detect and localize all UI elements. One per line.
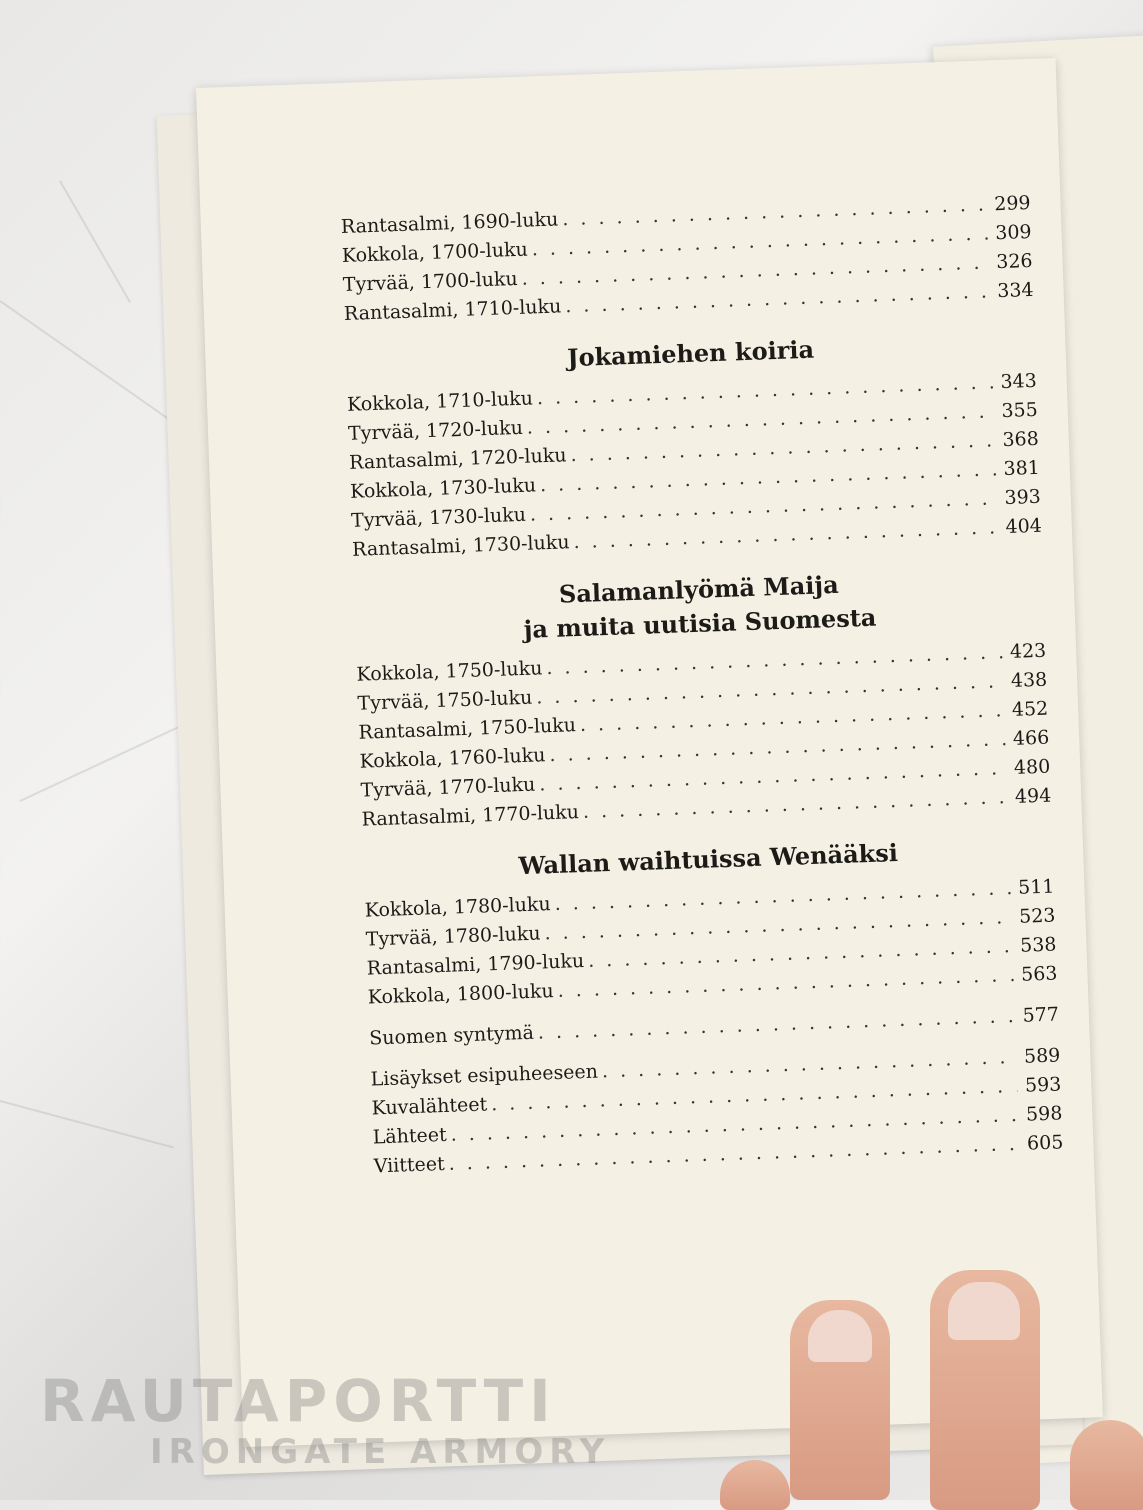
toc-entry-label: Viitteet	[373, 1152, 446, 1178]
toc-entry-label: Lisäykset esipuheeseen	[370, 1060, 599, 1091]
toc-page-number: 523	[1018, 904, 1056, 928]
toc-entry-label: Rantasalmi, 1690-luku	[340, 208, 559, 239]
finger	[720, 1460, 790, 1510]
toc-entry-label: Kokkola, 1750-luku	[356, 657, 543, 686]
toc-page-number: 404	[1005, 514, 1043, 539]
toc-entry-label: Kokkola, 1760-luku	[359, 744, 546, 773]
toc-page-number: 381	[1003, 456, 1041, 481]
toc-page-number: 299	[993, 191, 1031, 216]
toc-page-number: 309	[994, 220, 1032, 245]
section-heading: Wallan waihtuissa Wenääksi	[518, 837, 899, 881]
toc-page-number: 343	[1000, 369, 1038, 394]
toc-entry-label: Rantasalmi, 1720-luku	[348, 444, 567, 474]
toc-page-number: 538	[1019, 933, 1057, 957]
toc-page-number: 326	[995, 249, 1033, 274]
watermark-line-2: IRONGATE ARMORY	[150, 1431, 611, 1472]
fingernail	[948, 1282, 1020, 1340]
toc-page-number: 563	[1020, 962, 1058, 986]
toc-page-number: 466	[1012, 726, 1050, 750]
toc-entry-label: Rantasalmi, 1750-luku	[358, 714, 577, 744]
toc-entry-label: Tyrvää, 1720-luku	[347, 416, 524, 445]
toc-page-number: 355	[1001, 398, 1039, 423]
table-of-contents	[340, 189, 1063, 1181]
toc-page-number: 393	[1004, 485, 1042, 510]
toc-page-number: 511	[1017, 875, 1055, 899]
toc-page-number: 334	[996, 278, 1034, 303]
toc-entry-label: Rantasalmi, 1770-luku	[361, 801, 580, 831]
toc-entry-label: Tyrvää, 1780-luku	[365, 922, 541, 951]
fingernail	[808, 1310, 872, 1362]
book-page	[196, 58, 1103, 1447]
marble-vein	[0, 300, 181, 428]
toc-page-number: 605	[1026, 1131, 1064, 1155]
toc-page-number: 494	[1014, 784, 1052, 808]
watermark-logo	[40, 1367, 611, 1472]
toc-entry-label: Rantasalmi, 1710-luku	[343, 295, 562, 325]
marble-vein	[0, 1100, 174, 1149]
toc-entry-label: Kokkola, 1780-luku	[364, 893, 552, 922]
toc-entry-label: Suomen syntymä	[368, 1021, 535, 1050]
toc-entry-label: Kuvalähteet	[371, 1093, 488, 1120]
toc-page-number: 452	[1011, 697, 1049, 721]
toc-entry-label: Tyrvää, 1750-luku	[357, 686, 533, 715]
toc-entry-label: Tyrvää, 1770-luku	[360, 773, 536, 802]
toc-entry-label: Kokkola, 1710-luku	[346, 387, 534, 416]
finger	[1070, 1420, 1143, 1510]
toc-page-number: 598	[1025, 1102, 1063, 1126]
toc-entry-label: Kokkola, 1800-luku	[367, 980, 555, 1009]
section-heading: Jokamiehen koiria	[566, 334, 815, 373]
section-heading: Salamanlyömä Maija ja muita uutisia Suomesta	[523, 569, 877, 644]
toc-page-number: 368	[1002, 427, 1040, 452]
toc-entry-label: Kokkola, 1700-luku	[341, 238, 529, 268]
toc-entry-label: Tyrvää, 1700-luku	[342, 267, 519, 296]
toc-entry-label: Tyrvää, 1730-luku	[350, 503, 527, 532]
toc-page-number: 480	[1013, 755, 1051, 779]
toc-entry-label: Kokkola, 1730-luku	[349, 474, 537, 503]
toc-entry-label: Rantasalmi, 1790-luku	[366, 949, 585, 980]
toc-entry-label: Lähteet	[372, 1123, 448, 1149]
toc-page-number: 438	[1010, 668, 1048, 692]
toc-page-number: 577	[1022, 1003, 1060, 1027]
toc-page-number: 593	[1024, 1073, 1062, 1097]
marble-vein	[59, 181, 131, 303]
toc-page-number: 589	[1023, 1044, 1061, 1068]
toc-entry-label: Rantasalmi, 1730-luku	[351, 531, 570, 561]
marble-vein	[20, 716, 202, 802]
toc-page-number: 423	[1009, 639, 1047, 663]
watermark-line-1: RAUTAPORTTI	[40, 1367, 557, 1435]
